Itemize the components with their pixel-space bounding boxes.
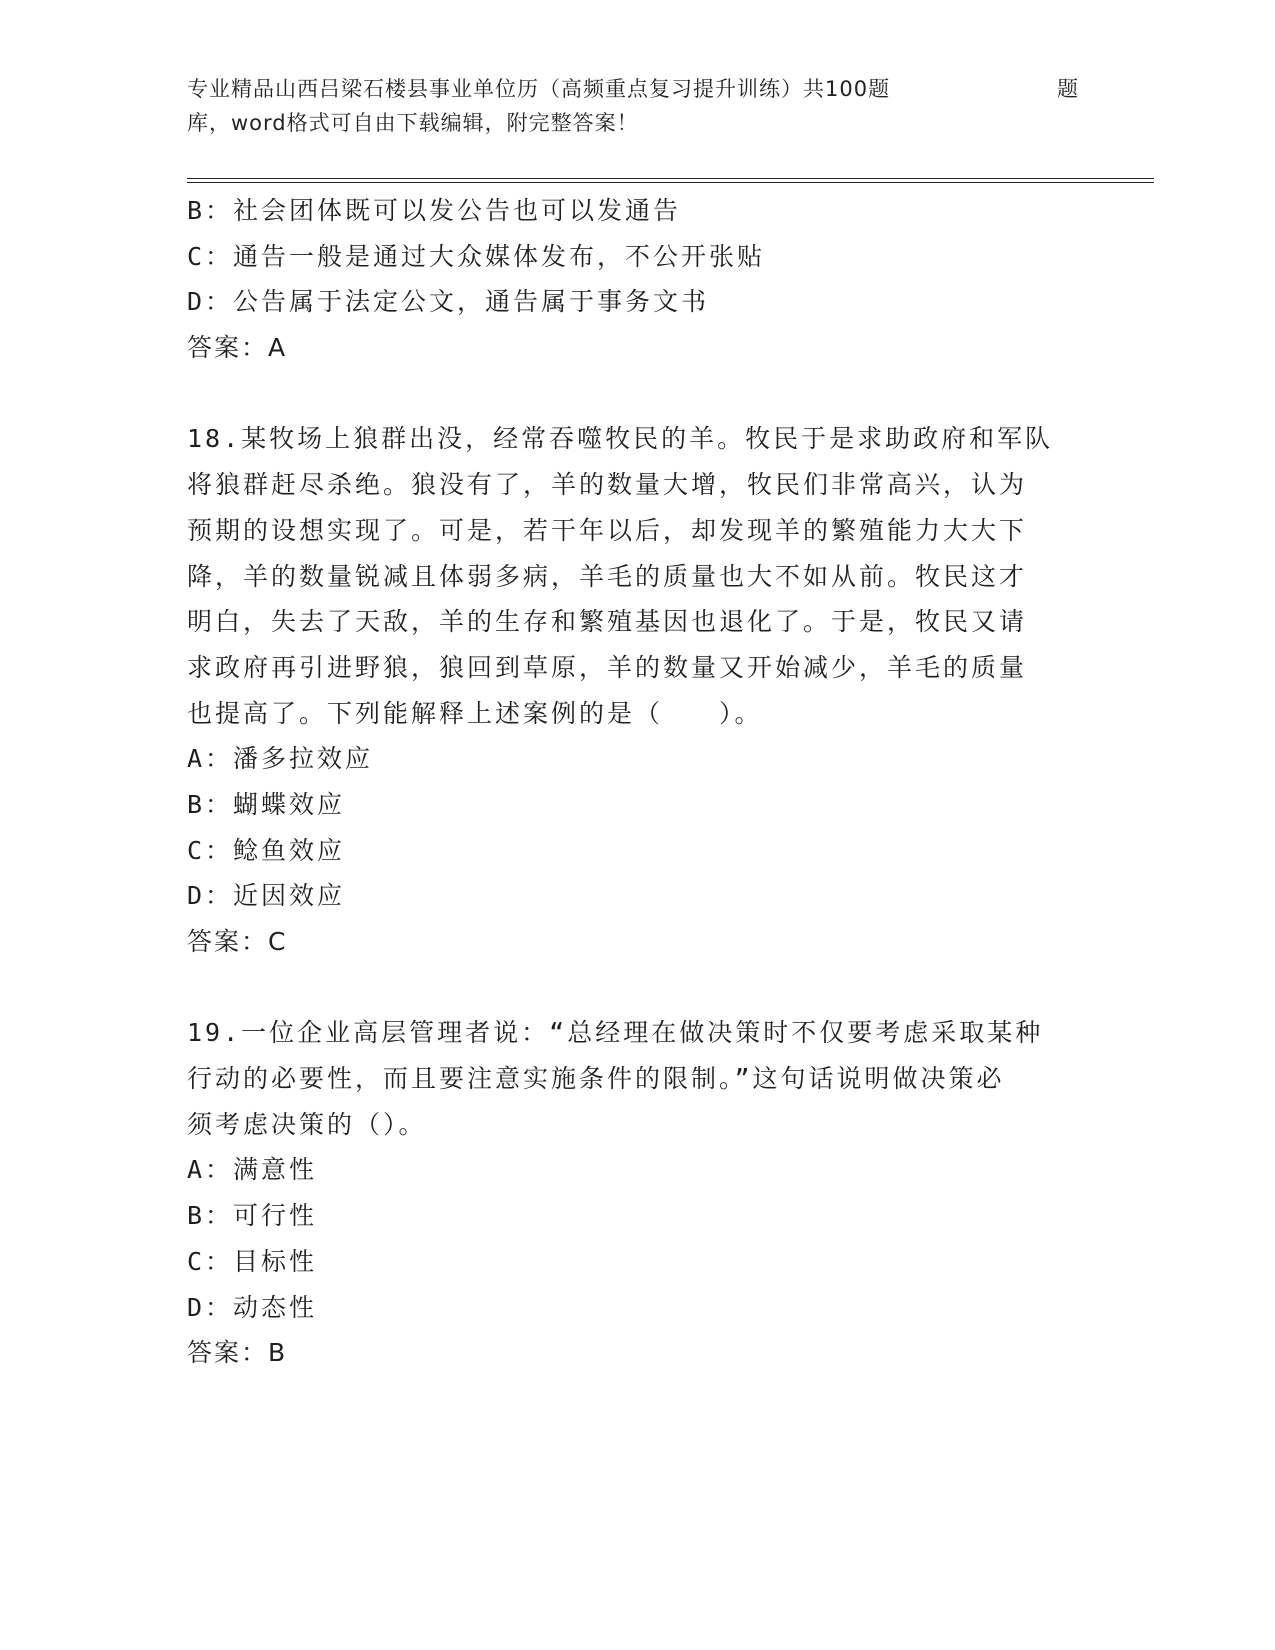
q19-stem-line-2: 行动的必要性，而且要注意实施条件的限制。”这句话说明做决策必 — [187, 1064, 1005, 1094]
q18-stem-line-2: 将狼群赶尽杀绝。狼没有了，羊的数量大增，牧民们非常高兴，认为 — [187, 470, 1028, 500]
document-header — [187, 72, 1087, 140]
q19-option-c: C：目标性 — [187, 1246, 318, 1276]
q19-stem-line-1: 19.一位企业高层管理者说：“总经理在做决策时不仅要考虑采取某种 — [187, 1018, 1044, 1048]
spacer — [187, 965, 1087, 1011]
q19-option-b: B：可行性 — [187, 1201, 318, 1231]
header-line-1 — [187, 72, 1087, 106]
header-rule-top — [187, 178, 1154, 179]
q17-option-b: B：社会团体既可以发公告也可以发通告 — [187, 196, 682, 225]
q18-option-d: D：近因效应 — [187, 881, 346, 911]
q18-option-b: B：蝴蝶效应 — [187, 789, 346, 819]
q18-stem-line-4: 降，羊的数量锐减且体弱多病，羊毛的质量也大不如从前。牧民这才 — [187, 561, 1028, 591]
spacer — [187, 371, 1087, 417]
question-content — [187, 188, 1087, 1376]
q18-option-a: A：潘多拉效应 — [187, 744, 374, 774]
q19-option-a: A：满意性 — [187, 1155, 318, 1185]
header-line-2: 库，word格式可自由下载编辑，附完整答案！ — [187, 111, 639, 135]
q18-stem-line-7: 也提高了。下列能解释上述案例的是（ ）。 — [187, 698, 763, 728]
q19-answer: 答案：B — [187, 1338, 288, 1368]
header-rule-bottom — [187, 182, 1154, 183]
header-title-tail: 题 — [1057, 77, 1079, 101]
q18-option-c: C：鲶鱼效应 — [187, 835, 346, 865]
header-title: 专业精品山西吕梁石楼县事业单位历（高频重点复习提升训练）共100题 — [187, 77, 891, 101]
q19-stem-line-3: 须考虑决策的（）。 — [187, 1109, 427, 1139]
q17-answer: 答案：A — [187, 333, 288, 363]
q18-stem-line-5: 明白，失去了天敌，羊的生存和繁殖基因也退化了。于是，牧民又请 — [187, 607, 1028, 637]
q18-stem-line-1: 18.某牧场上狼群出没，经常吞噬牧民的羊。牧民于是求助政府和军队 — [187, 424, 1054, 454]
q18-stem-line-6: 求政府再引进野狼，狼回到草原，羊的数量又开始减少，羊毛的质量 — [187, 652, 1028, 682]
q18-stem-line-3: 预期的设想实现了。可是，若干年以后，却发现羊的繁殖能力大大下 — [187, 515, 1028, 545]
q17-option-c: C：通告一般是通过大众媒体发布，不公开张贴 — [187, 241, 766, 271]
q18-answer: 答案：C — [187, 927, 288, 956]
q19-option-d: D：动态性 — [187, 1292, 318, 1322]
q17-option-d: D：公告属于法定公文，通告属于事务文书 — [187, 287, 710, 317]
